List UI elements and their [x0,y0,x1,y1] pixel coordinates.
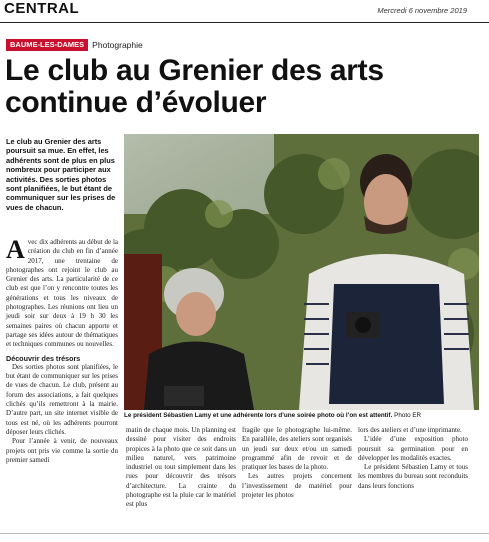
body-paragraph-3: Pour l’année à venir, de nouveaux projets ont pris vie comme la sortie du premier samedi [6,437,118,464]
column-3-text-b: Les autres projets concernent l’investissement de matériel pour projeter les photos [242,472,352,500]
publication-date: Mercredi 6 novembre 2019 [377,6,467,15]
article-column-4 [358,426,468,491]
headline-line-2: continue d’évoluer [5,86,267,119]
category-label: Photographie [92,40,143,50]
section-name: CENTRAL [4,0,80,17]
photo-credit: Photo ER [394,412,422,419]
column-3-text-a: fragile que le photographe lui-même. En parallèle, des ateliers sont organisés un jeudi sur deux et/ou un samedi programmé afin de revoir et de pratiquer les bases de la photo. [242,426,352,472]
article-headline [5,55,483,119]
article-photo [124,134,479,410]
section-subhead: Découvrir des trésors [6,353,81,363]
article-column-1 [6,235,118,465]
location-tag: BAUME-LES-DAMES [6,39,88,51]
caption-text: Le président Sébastien Lamy et une adhérente lors d’une soirée photo où l’on est attentif. [124,412,393,419]
article-column-2 [126,426,236,510]
page-bottom-rule [0,533,489,534]
photo-caption [124,411,479,420]
article-lead: Le club au Grenier des arts poursuit sa mue. En effet, les adhérents sont de plus en plus nombreux pour participer aux activités. Des sorties photos sont planifiées, le but étant de communiquer sur les prises de vues de chacun. [6,137,116,212]
column-4-text-c: Le président Sébastien Lamy et tous les membres du bureau sont reconduits dans leurs fonctions [358,463,468,490]
photo-illustration [124,134,479,410]
body-paragraph-2: Des sorties photos sont planifiées, le but étant de communiquer sur les prises de vues de chacun. Le club, présent au forum des associations, a fait quelques clichés qu’ils remettront à la mairie. D’autre part, un site internet visible de tous est né, où les adhérents pourront déposer leurs clichés. [6,362,118,436]
column-4-text-a: lors des ateliers et d’une imprimante. [358,426,462,434]
column-4-text-b: L’idée d’une exposition photo poursuit sa germination pour en développer les modalités exactes. [358,435,468,462]
drop-cap: A [6,235,25,264]
masthead [0,0,489,24]
article-column-3 [242,426,352,500]
paragraph-1-text: vec dix adhérents au début de la création du club en fin d’année 2017, une trentaine de photographes ont rejoint le club au Grenier des arts. La particularité de ce club est que l’on y rencontre toutes les générations et tous les niveaux de photographes. Les réunions ont lieu un jeudi soir sur deux à 19 h 30 les semaines paires où chacun apporte et partage ses idées autour de thématiques et techniques communes ou nouvelles. [6,238,118,349]
headline-line-1: Le club au Grenier des arts [5,54,384,87]
column-2-text: matin de chaque mois. Un planning est dessiné pour visiter des endroits propices à la photo que ce soit dans un milieu naturel, vers patrimoine industriel ou tout simplement dans les rues pour découvrir des trésors d’architecture. La crainte du photographe est la pluie car le matériel est plus [126,426,236,509]
body-paragraph-1 [6,235,118,350]
article-kicker [6,39,143,51]
masthead-rule [0,22,489,23]
